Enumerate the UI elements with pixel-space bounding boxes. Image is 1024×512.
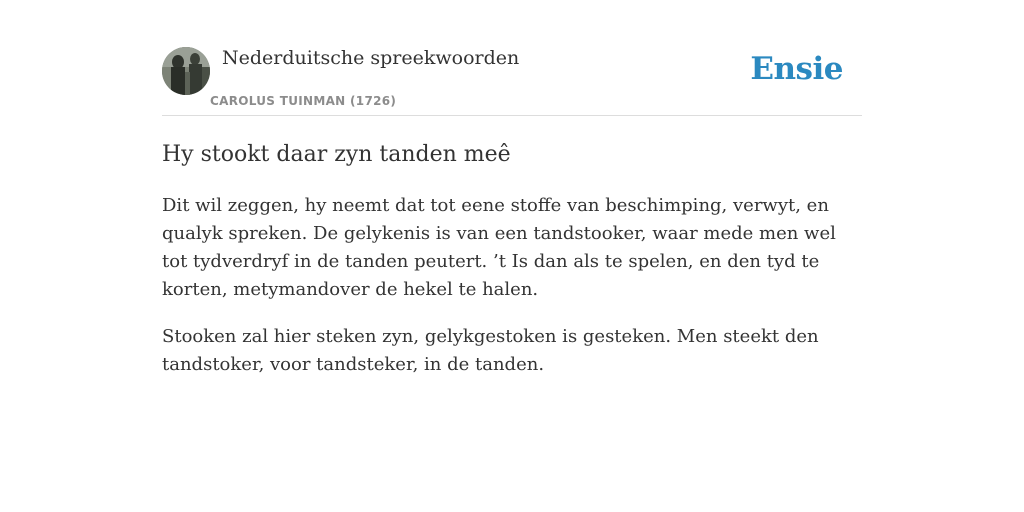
entry-body: [162, 192, 862, 398]
body-paragraph: Dit wil zeggen, hy neemt dat tot eene stoffe van beschimping, verwyt, en qualyk spreken. De gelykenis is van een tandstooker, waar mede men wel tot tydverdryf in de tanden peutert. ’t Is dan als te spelen, en den tyd te korten, metymandover de hekel te halen.: [162, 195, 836, 300]
book-title[interactable]: Nederduitsche spreekwoorden: [222, 47, 520, 69]
author-portrait-icon: [162, 47, 210, 95]
body-paragraph: Stooken zal hier steken zyn, gelykgestoken is gesteken. Men steekt den tandstoker, voor tandsteker, in de tanden.: [162, 326, 819, 375]
ensie-logo[interactable]: Ensie: [750, 51, 843, 87]
author-name[interactable]: CAROLUS TUINMAN (1726): [210, 94, 397, 108]
header: [162, 0, 862, 116]
author-avatar[interactable]: [162, 47, 210, 95]
entry-title: Hy stookt daar zyn tanden meê: [162, 142, 511, 167]
page: [162, 0, 862, 512]
